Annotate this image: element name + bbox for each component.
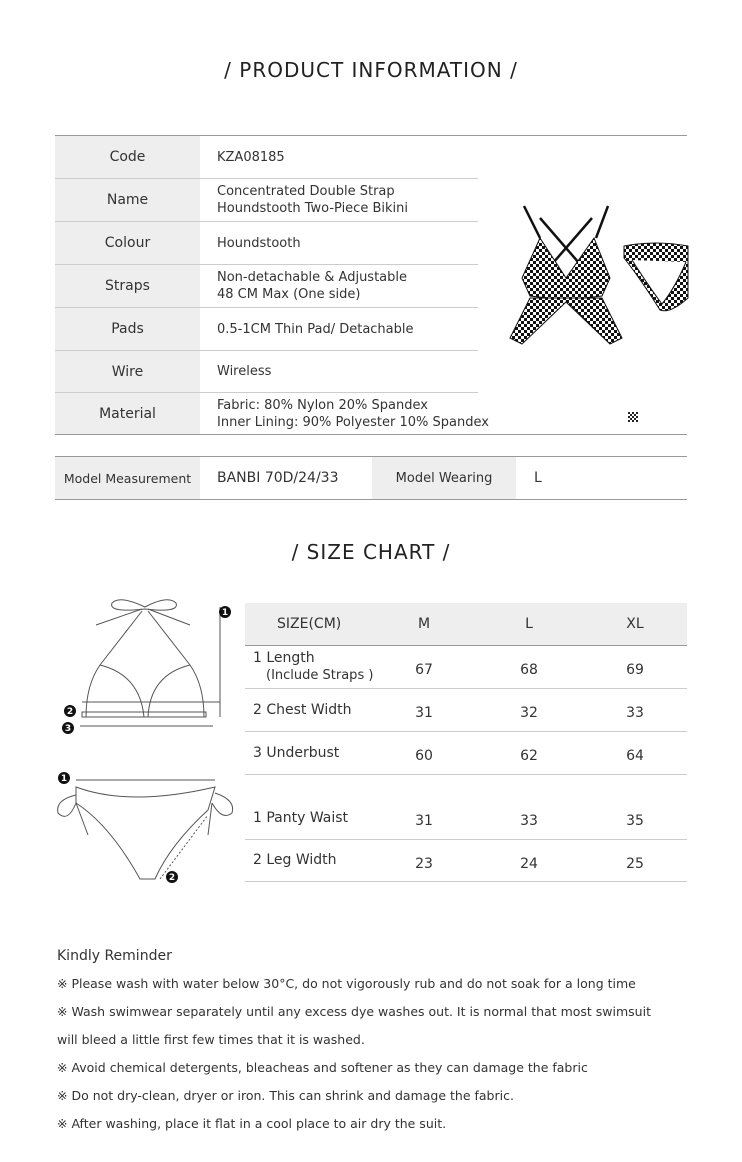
value-line: Inner Lining: 90% Polyester 10% Spandex xyxy=(217,414,489,430)
divider xyxy=(245,774,687,775)
value-line: Houndstooth xyxy=(217,235,301,251)
size-value: 33 xyxy=(626,705,644,721)
value-line: 48 CM Max (One side) xyxy=(217,287,361,302)
marker-2: 2 xyxy=(168,873,176,883)
size-value: 33 xyxy=(520,813,538,829)
reminder-title: Kindly Reminder xyxy=(57,948,172,964)
label-line: 3 Underbust xyxy=(253,744,340,761)
size-value: 23 xyxy=(415,855,433,872)
divider xyxy=(245,881,687,882)
model-measurement-label: Model Measurement xyxy=(55,457,200,499)
label-line: 1 Length xyxy=(253,650,315,666)
value-line: 0.5-1CM Thin Pad/ Detachable xyxy=(217,321,414,337)
size-diagram xyxy=(50,595,240,895)
marker-1: 1 xyxy=(60,774,68,784)
product-image xyxy=(500,198,690,358)
divider xyxy=(55,434,687,435)
houndstooth-swatch-icon xyxy=(628,407,638,417)
label-colour: Colour xyxy=(55,222,200,264)
label-straps: Straps xyxy=(55,265,200,307)
size-value: 60 xyxy=(415,748,433,764)
size-row-label xyxy=(253,689,352,731)
size-value: 69 xyxy=(626,662,644,678)
label-line: (Include Straps ) xyxy=(266,668,374,683)
label-code: Code xyxy=(55,136,200,178)
label-line: 2 Leg Width xyxy=(253,852,337,868)
value-line: Concentrated Double Strap xyxy=(217,184,395,199)
size-row-label xyxy=(253,797,348,839)
label-wire: Wire xyxy=(55,351,200,392)
label-name: Name xyxy=(55,179,200,221)
value-pads xyxy=(217,308,414,350)
value-colour xyxy=(217,222,301,264)
size-value: 67 xyxy=(415,662,433,678)
size-chart-title: / SIZE CHART / xyxy=(291,540,451,564)
model-wearing-label: Model Wearing xyxy=(372,457,516,499)
label-line: 2 Chest Width xyxy=(253,701,352,718)
header-size-col: M xyxy=(417,616,431,632)
value-name xyxy=(217,179,408,221)
size-row-label xyxy=(253,646,373,688)
value-line: Houndstooth Two-Piece Bikini xyxy=(217,201,408,216)
size-row-label xyxy=(253,732,339,774)
header-size: SIZE(CM) xyxy=(277,616,342,632)
marker-1: 1 xyxy=(221,608,229,618)
label-material: Material xyxy=(55,393,200,434)
marker-3: 3 xyxy=(64,724,72,734)
reminder-item: ※ After washing, place it flat in a cool place to air dry the suit. xyxy=(57,1116,447,1131)
value-wire xyxy=(217,351,271,392)
size-value: 62 xyxy=(520,748,538,764)
value-line: KZA08185 xyxy=(217,149,285,165)
size-value: 25 xyxy=(626,855,644,872)
size-value: 35 xyxy=(626,813,644,829)
size-value: 32 xyxy=(520,705,538,721)
size-value: 31 xyxy=(415,813,433,829)
model-wearing-value: L xyxy=(534,470,542,486)
product-info-title: / PRODUCT INFORMATION / xyxy=(224,58,518,82)
label-pads: Pads xyxy=(55,308,200,350)
size-value: 31 xyxy=(415,705,433,721)
reminder-item: ※ Wash swimwear separately until any excess dye washes out. It is normal that most swimsuit xyxy=(57,1004,651,1019)
reminder-item: ※ Avoid chemical detergents, bleacheas and softener as they can damage the fabric xyxy=(57,1060,588,1075)
value-line: Non-detachable & Adjustable xyxy=(217,270,408,285)
size-value: 68 xyxy=(520,662,538,678)
reminder-item: ※ Please wash with water below 30°C, do not vigorously rub and do not soak for a long time xyxy=(57,976,636,991)
header-size-col: XL xyxy=(626,616,644,632)
size-value: 24 xyxy=(520,855,538,872)
header-size-col: L xyxy=(525,616,533,632)
label-line: 1 Panty Waist xyxy=(253,809,349,826)
size-row-label xyxy=(253,840,337,881)
divider xyxy=(55,499,687,500)
reminder-item: will bleed a little first few times that it is washed. xyxy=(57,1032,365,1047)
value-line: Fabric: 80% Nylon 20% Spandex xyxy=(217,397,428,413)
value-line: Wireless xyxy=(217,364,272,379)
value-code xyxy=(217,136,285,178)
size-value: 64 xyxy=(626,748,644,764)
marker-2: 2 xyxy=(66,707,74,717)
value-material xyxy=(217,393,489,434)
model-measurement-value: BANBI 70D/24/33 xyxy=(217,470,339,486)
reminder-item: ※ Do not dry-clean, dryer or iron. This can shrink and damage the fabric. xyxy=(57,1088,514,1103)
value-straps xyxy=(217,265,407,307)
